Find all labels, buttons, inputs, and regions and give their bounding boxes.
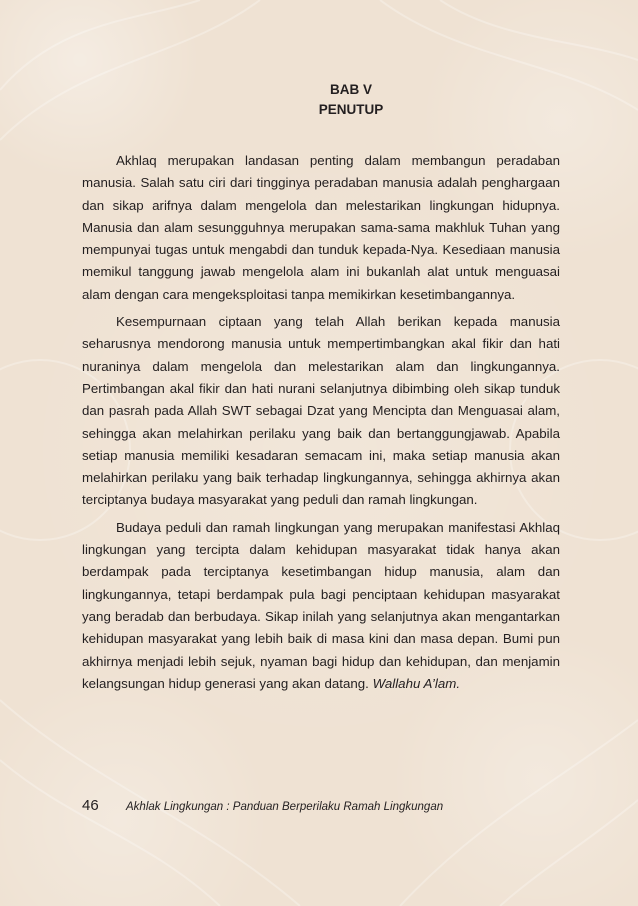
chapter-number: BAB V — [329, 82, 372, 97]
paragraph-text: Budaya peduli dan ramah lingkungan yang merupakan manifestasi Akhlaq lingkungan yang tercipta dalam kehidupan masyarakat tidak hanya akan berdampak pada terciptanya kesetimbangan hidup manusia, alam dan lingkungannya, tetapi berdampak pula bagi penciptaan kehidupan masyarakat yang beradab dan berbudaya. Sikap inilah yang selanjutnya akan mengantarkan kehidupan masyarakat yang lebih baik di masa kini dan masa depan. Bumi pun akhirnya menjadi lebih sejuk, nyaman bagi hidup dan kehidupan, dan menjamin kelangsungan hidup generasi yang akan datang. — [82, 519, 560, 691]
page-content — [82, 80, 560, 695]
paragraph: Akhlaq merupakan landasan penting dalam membangun peradaban manusia. Salah satu ciri dari tingginya peradaban manusia adalah penghargaan dan sikap arifnya dalam mengelola dan melestarikan lingkungan hidupnya. Manusia dan alam sesungguhnya merupakan sama-sama makhluk Tuhan yang mempunyai tugas untuk mengabdi dan tunduk kepada-Nya. Kesediaan manusia memikul tanggung jawab mengelola alam ini bukanlah alat untuk menguasai alam dengan cara mengeksploitasi tanpa memikirkan kesetimbangannya. — [82, 153, 560, 302]
page-footer — [82, 797, 560, 819]
page-number: 46 — [82, 797, 99, 814]
running-title: Akhlak Lingkungan : Panduan Berperilaku Ramah Lingkungan — [126, 801, 444, 813]
paragraph: Kesempurnaan ciptaan yang telah Allah berikan kepada manusia seharusnya mendorong manusia untuk mempertimbangkan akal fikir dan hati nuraninya dalam mengelola dan melestarikan alam dan lingkungannya. Pertimbangan akal fikir dan hati nurani selanjutnya dibimbing oleh sikap tunduk dan pasrah pada Allah SWT sebagai Dzat yang Mencipta dan Menguasai alam, sehingga akan melahirkan perilaku yang baik dan bertanggungjawab. Apabila setiap manusia memiliki kesadaran semacam ini, maka setiap manusia akan melahirkan perilaku yang baik terhadap lingkungannya, sehingga akhirnya akan terciptanya budaya masyarakat yang peduli dan ramah lingkungan. — [82, 314, 560, 508]
paragraph — [82, 517, 560, 695]
chapter-title: PENUTUP — [318, 102, 384, 117]
closing-phrase: Wallahu A’lam. — [372, 675, 461, 691]
